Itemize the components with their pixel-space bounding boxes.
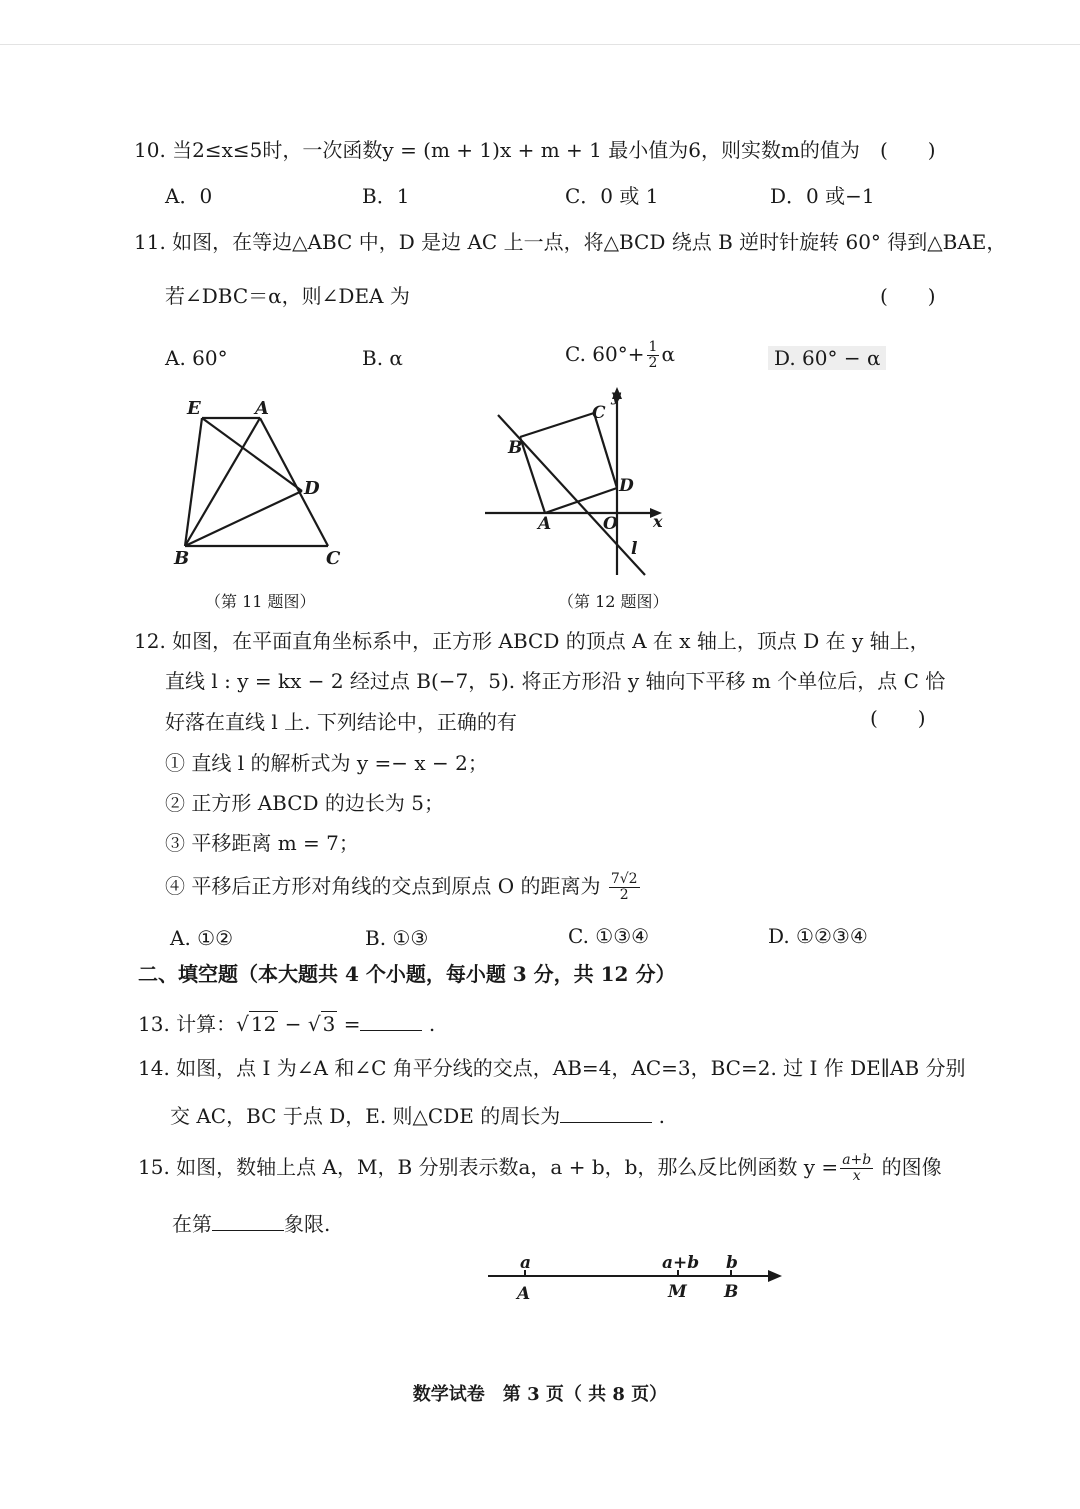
fig12-diagram [480, 385, 680, 580]
fig12-label-l: l [631, 539, 638, 559]
q11-option-c-num: 1 [648, 339, 658, 355]
fig11-diagram [165, 390, 365, 580]
q15-axis-label-B: B [724, 1282, 739, 1302]
fig11-label-c: C [326, 548, 341, 569]
q15-axis-label-M: M [668, 1282, 687, 1302]
q12-line1: 12. 如图，在平面直角坐标系中，正方形 ABCD 的顶点 A 在 x 轴上，顶点 D 在 y 轴上， [134, 629, 930, 653]
q15-axis-label-a: a [520, 1253, 532, 1273]
q15-line2-prefix: 在第 [172, 1212, 212, 1236]
q15-fraction [840, 1153, 873, 1184]
q15-line1 [138, 1153, 942, 1184]
q14-end: . [652, 1104, 665, 1128]
q12-statement-4-text: ④ 平移后正方形对角线的交点到原点 O 的距离为 [165, 874, 601, 898]
q11-answer-paren: ( ) [880, 284, 936, 308]
q15-answer-blank [212, 1210, 284, 1231]
q15-axis-label-A: A [517, 1284, 531, 1304]
q15-line2 [172, 1210, 330, 1237]
q13-prefix: 13. 计算： [138, 1012, 237, 1036]
fig12-caption: （第 12 题图） [558, 592, 669, 611]
fig11-label-d: D [304, 478, 320, 499]
q15-frac-num: a+b [842, 1152, 872, 1168]
q14-line2 [170, 1102, 665, 1129]
q15-line1-text: 15. 如图，数轴上点 A，M，B 分别表示数a，a + b，b，那么反比例函数 y = [138, 1155, 839, 1179]
q11-stem-line1: 11. 如图，在等边△ABC 中，D 是边 AC 上一点，将△BCD 绕点 B 逆时针旋转 60° 得到△BAE， [134, 230, 1007, 254]
q11-option-c-fraction [647, 340, 660, 371]
q10-answer-paren: ( ) [880, 138, 936, 162]
fig12-label-d: D [619, 476, 634, 496]
q13-line: 13. 计算：√ 12 − √ 3 = . [138, 1012, 436, 1036]
q15-line2-suffix: 象限. [284, 1212, 331, 1236]
q12-option-d: D. ①②③④ [768, 924, 868, 948]
q11-option-b: B. α [362, 346, 403, 370]
fig11-label-e: E [187, 398, 201, 419]
top-border [0, 44, 1080, 45]
fig11-label-a: A [255, 398, 269, 419]
q15-frac-den: x [852, 1168, 861, 1184]
fig11-label-b: B [174, 548, 190, 569]
q11-option-c [565, 340, 675, 371]
q13-radical-2: 3 [322, 1012, 336, 1036]
q13-minus: − [278, 1012, 308, 1036]
q14-line2-text: 交 AC，BC 于点 D，E. 则△CDE 的周长为 [170, 1104, 561, 1128]
q14-answer-blank [560, 1102, 652, 1123]
q12-statement-3: ③ 平移距离 m = 7； [165, 831, 359, 855]
q12-line2: 直线 l : y = kx − 2 经过点 B(−7，5). 将正方形沿 y 轴向下平移 m 个单位后，点 C 恰 [165, 669, 946, 693]
fig12-label-y: y [611, 386, 621, 405]
q15-number-line [480, 1245, 790, 1305]
q13-answer-blank [360, 1010, 422, 1031]
q15-line1-end: 的图像 [875, 1155, 942, 1179]
q10-stem: 10. 当2≤x≤5时，一次函数y = (m + 1)x + m + 1 最小值为6，则实数m的值为 [134, 138, 860, 162]
q11-option-a: A. 60° [165, 346, 228, 370]
q12-statement-1: ① 直线 l 的解析式为 y =− x − 2； [165, 751, 488, 775]
fig12-label-o: O [603, 514, 618, 534]
fig12-label-a: A [538, 514, 552, 534]
q13-end: . [422, 1012, 436, 1036]
q10-option-b: B．1 [362, 184, 410, 208]
q11-option-c-prefix: C. 60°+ [565, 342, 645, 366]
q12-statement-4 [165, 872, 642, 903]
fig12-label-c: C [592, 403, 606, 423]
q12-statement-2: ② 正方形 ABCD 的边长为 5； [165, 791, 445, 815]
fig11-caption: （第 11 题图） [205, 592, 316, 611]
q12-option-a: A. ①② [170, 926, 234, 950]
q12-s4-num: 7√2 [610, 871, 638, 887]
q10-option-d: D．0 或−1 [770, 184, 875, 208]
q11-option-d-text: D. 60° − α [768, 346, 886, 370]
q12-option-b: B. ①③ [365, 926, 429, 950]
fig12-label-b: B [508, 438, 523, 458]
q11-option-c-suffix: α [661, 342, 675, 366]
q10-option-a: A．0 [165, 184, 213, 208]
q12-option-c: C. ①③④ [568, 924, 650, 948]
q15-axis-label-ab: a+b [662, 1253, 700, 1273]
q12-statement-4-fraction [609, 872, 640, 903]
q12-s4-den: 2 [619, 887, 629, 903]
page-footer: 数学试卷 第 3 页（ 共 8 页） [412, 1384, 668, 1405]
fig12-label-x: x [653, 512, 663, 531]
q12-line3: 好落在直线 l 上. 下列结论中，正确的有 [165, 710, 517, 734]
section2-title: 二、填空题（本大题共 4 个小题，每小题 3 分，共 12 分） [138, 962, 676, 986]
q13-eq: = [337, 1012, 361, 1036]
q15-axis-label-b: b [726, 1253, 738, 1273]
q11-option-c-den: 2 [648, 355, 658, 371]
q12-answer-paren: ( ) [870, 706, 926, 730]
q11-stem-line2: 若∠DBC＝α，则∠DEA 为 [165, 284, 410, 308]
q11-option-d [768, 345, 886, 371]
q14-line1: 14. 如图，点 I 为∠A 和∠C 角平分线的交点，AB=4，AC=3，BC=2. 过 I 作 DE∥AB 分别 [138, 1056, 966, 1080]
q13-radical-1: 12 [250, 1012, 277, 1036]
q10-option-c: C．0 或 1 [565, 184, 659, 208]
